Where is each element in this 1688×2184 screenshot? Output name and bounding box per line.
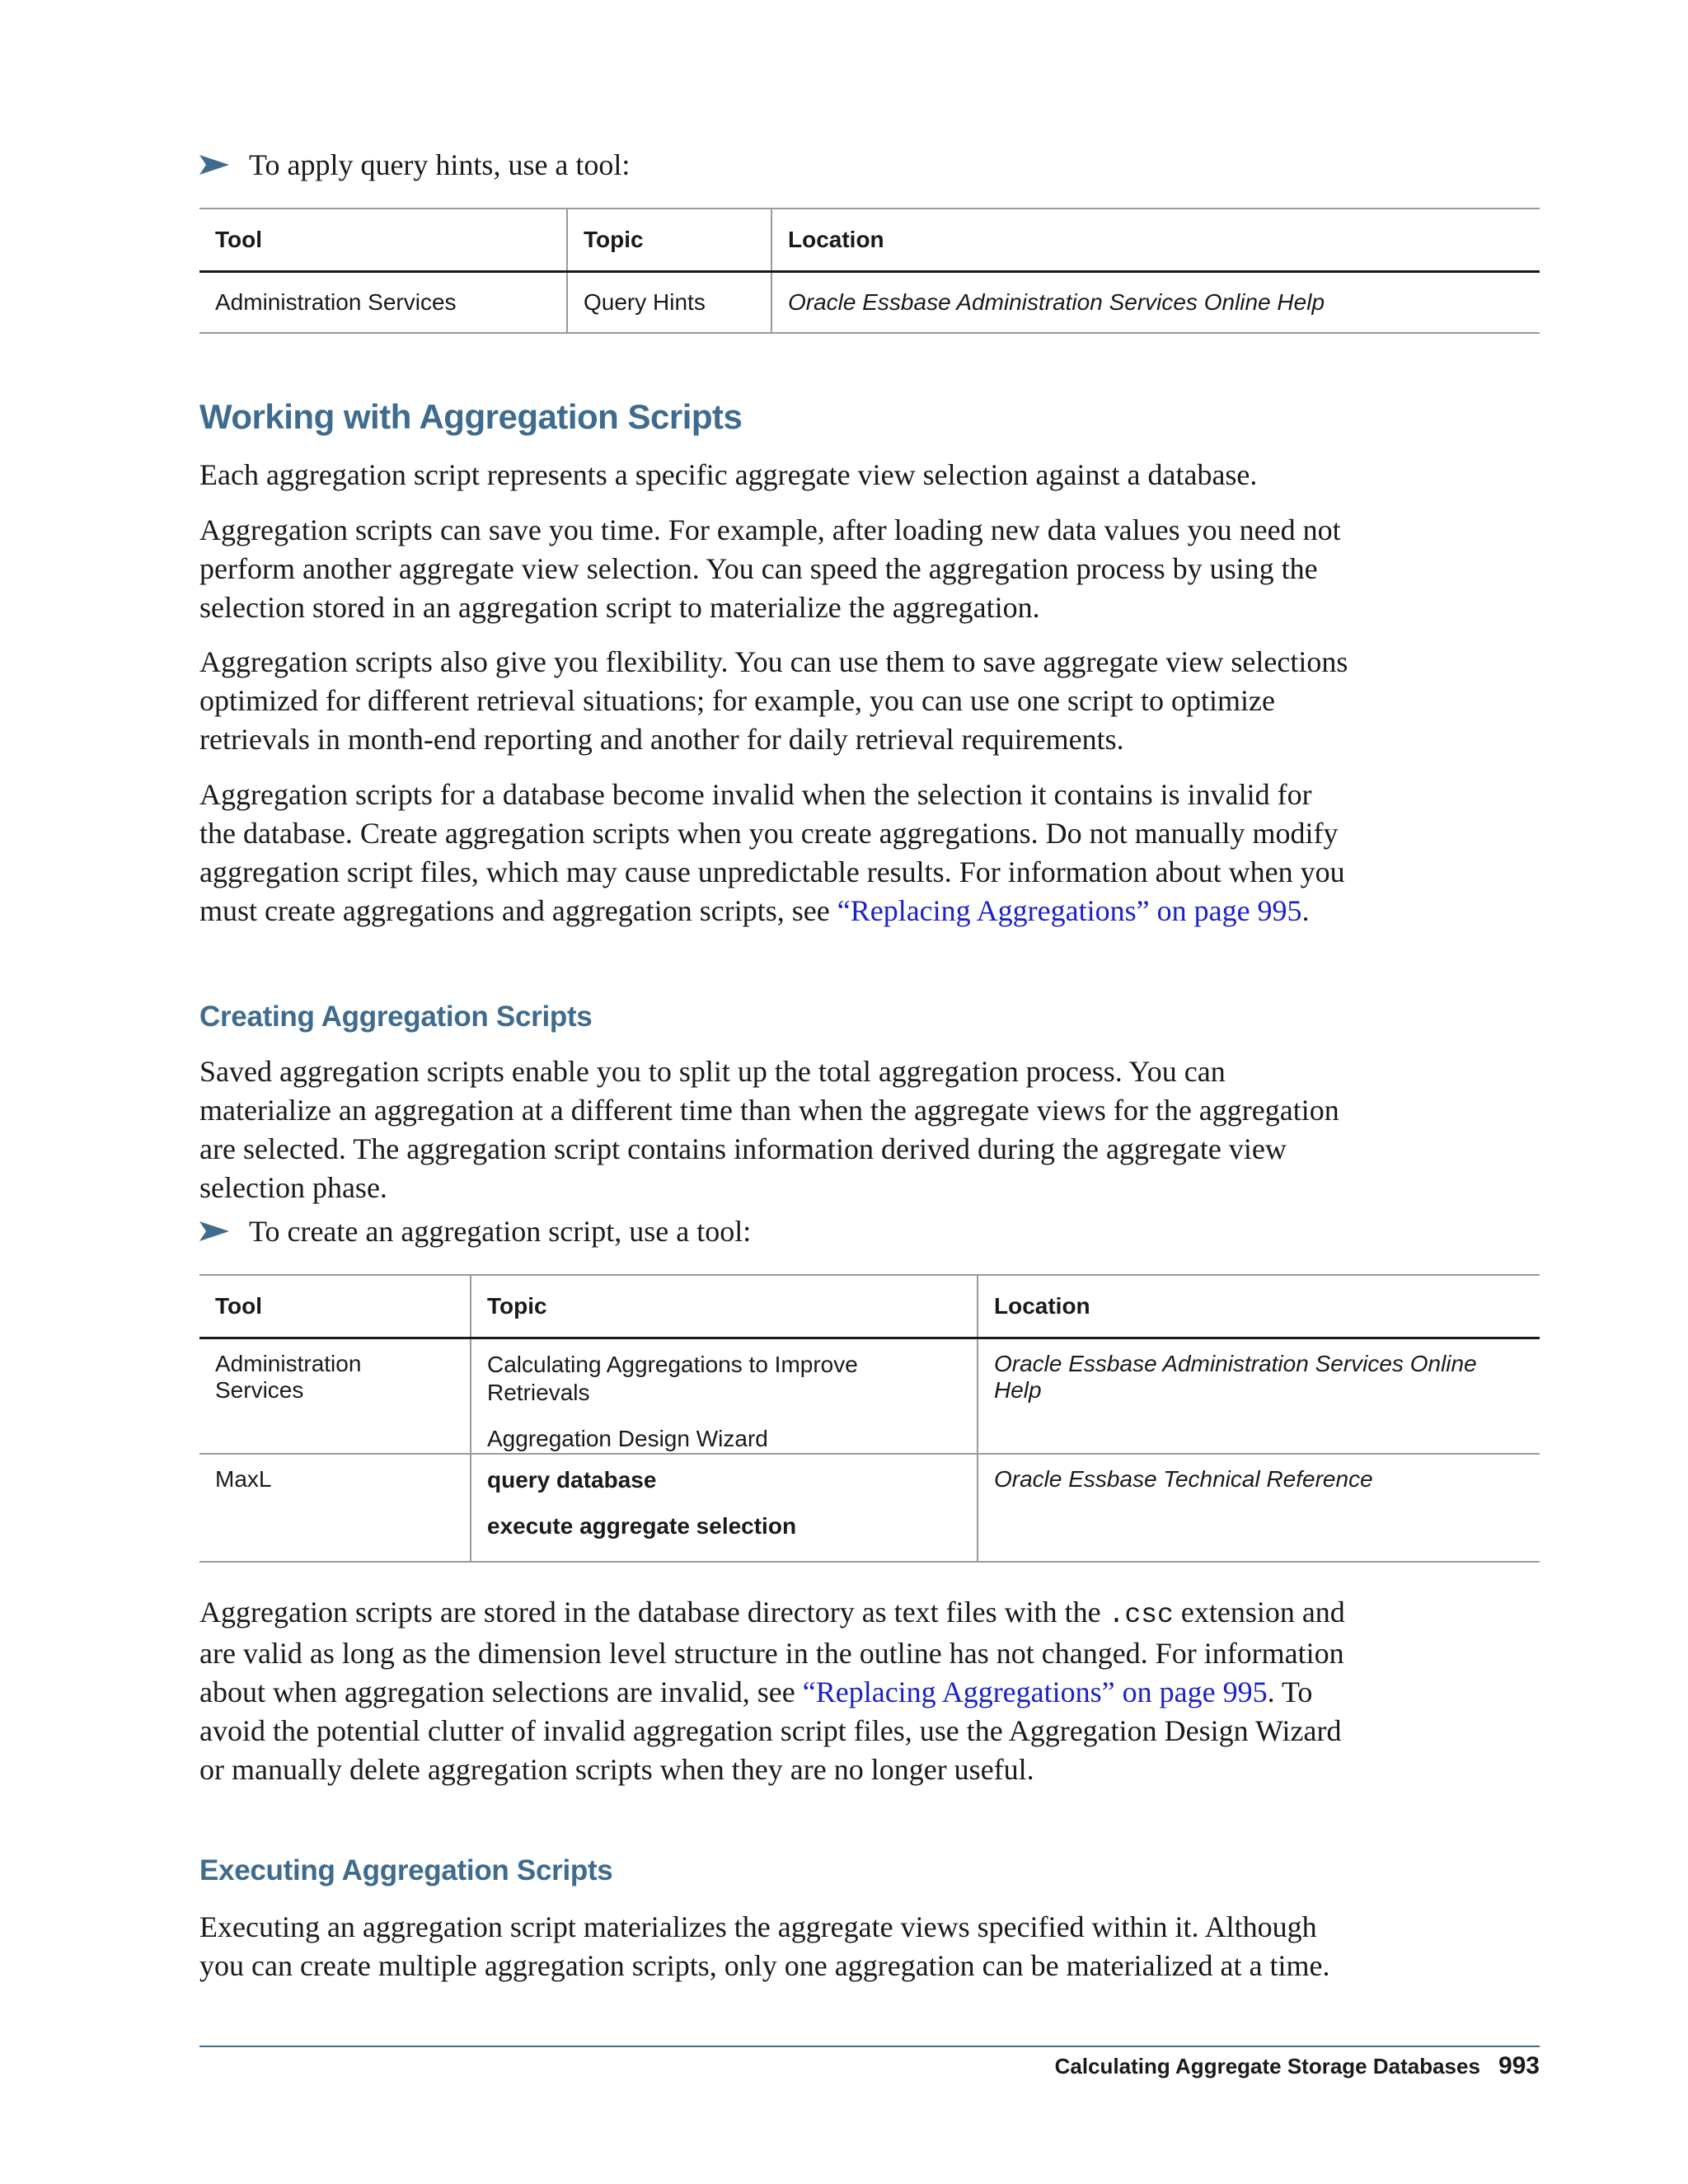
table-row [199,271,1540,333]
link-replacing-aggregations[interactable]: “Replacing Aggregations” on page 995 [802,1675,1268,1708]
procedure-arrow-icon [199,1220,229,1243]
heading-creating-aggregation-scripts: Creating Aggregation Scripts [199,1001,593,1033]
procedure-create-script [199,1213,751,1249]
paragraph: Saved aggregation scripts enable you to split up the total aggregation process. You can materialize an aggregation at a different time than when the aggregate views for the aggregation are selected. The aggregation script contains information derived during the aggregate view selection phase. [199,1055,1339,1204]
file-extension-code: .csc [1108,1600,1174,1630]
cell-location: Oracle Essbase Administration Services Online Help [978,1338,1540,1454]
paragraph: Aggregation scripts also give you flexibility. You can use them to save aggregate view selections optimized for different retrieval situations; for example, you can use one script to optimize retrievals in month-end reporting and another for daily retrieval requirements. [199,645,1348,756]
cell-tool: Administration Services [215,1350,362,1403]
cell-tool: Administration Services [215,288,457,315]
maxl-command: execute aggregate selection [487,1512,797,1539]
link-replacing-aggregations[interactable]: “Replacing Aggregations” on page 995 [837,894,1302,927]
paragraph: Aggregation scripts are stored in the database directory as text files with the .csc extension and are valid as long as the dimension level structure in the outline has not changed. For information about when aggregation selections are invalid, see “Replacing Aggregations” on page 995. To avoid the potential clutter of invalid aggregation script files, use the Aggregation Design Wizard or manually delete aggregation scripts when they are no longer useful. [199,1596,1345,1786]
header-topic: Topic [471,1275,978,1338]
page-footer [1055,2052,1540,2080]
topic-line: Calculating Aggregations to Improve Retrievals [487,1351,858,1405]
procedure-text: To create an aggregation script, use a tool: [249,1215,752,1248]
maxl-command: query database [487,1466,657,1493]
cell-tool: MaxL [215,1465,272,1492]
paragraph: Aggregation scripts for a database become invalid when the selection it contains is invalid for the database. Create aggregation scripts when you create aggregations. Do not manually modify aggregation script files, which may cause unpredictable results. For information about when you must create aggregations and aggregation scripts, see “Replacing Aggregations” on page 995. [199,778,1345,927]
page-number: 993 [1498,2052,1540,2079]
topic-line: Aggregation Design Wizard [487,1425,768,1451]
header-location: Location [978,1275,1540,1338]
cell-topic [471,1454,978,1562]
table-row [199,1454,1540,1562]
table-header-row [199,1275,1540,1338]
procedure-text: To apply query hints, use a tool: [249,148,631,181]
footer-rule [199,2046,1540,2047]
header-tool: Tool [215,226,263,252]
paragraph: Each aggregation script represents a specific aggregate view selection against a database. [199,458,1258,491]
cell-topic: Query Hints [567,271,771,333]
table-header-row [199,209,1540,271]
procedure-arrow-icon [199,153,229,176]
table-row [199,1338,1540,1454]
heading-working-with-aggregation-scripts: Working with Aggregation Scripts [199,397,743,436]
heading-executing-aggregation-scripts: Executing Aggregation Scripts [199,1854,613,1886]
paragraph: Executing an aggregation script materializes the aggregate views specified within it. Although you can create multiple aggregation scripts, only one aggregation can be materialized at a time. [199,1910,1330,1982]
cell-location: Oracle Essbase Administration Services Online Help [771,271,1540,333]
header-location: Location [771,209,1540,271]
cell-topic [471,1338,978,1454]
paragraph: Aggregation scripts can save you time. For example, after loading new data values you need not perform another aggregate view selection. You can speed the aggregation process by using the selection stored in an aggregation script to materialize the aggregation. [199,513,1341,624]
header-topic: Topic [567,209,771,271]
create-script-tool-table [199,1274,1540,1563]
cell-location: Oracle Essbase Technical Reference [978,1454,1540,1562]
footer-chapter-title: Calculating Aggregate Storage Databases [1054,2054,1480,2079]
header-tool: Tool [215,1292,263,1319]
query-hints-tool-table [199,208,1540,334]
procedure-query-hints [199,147,630,183]
